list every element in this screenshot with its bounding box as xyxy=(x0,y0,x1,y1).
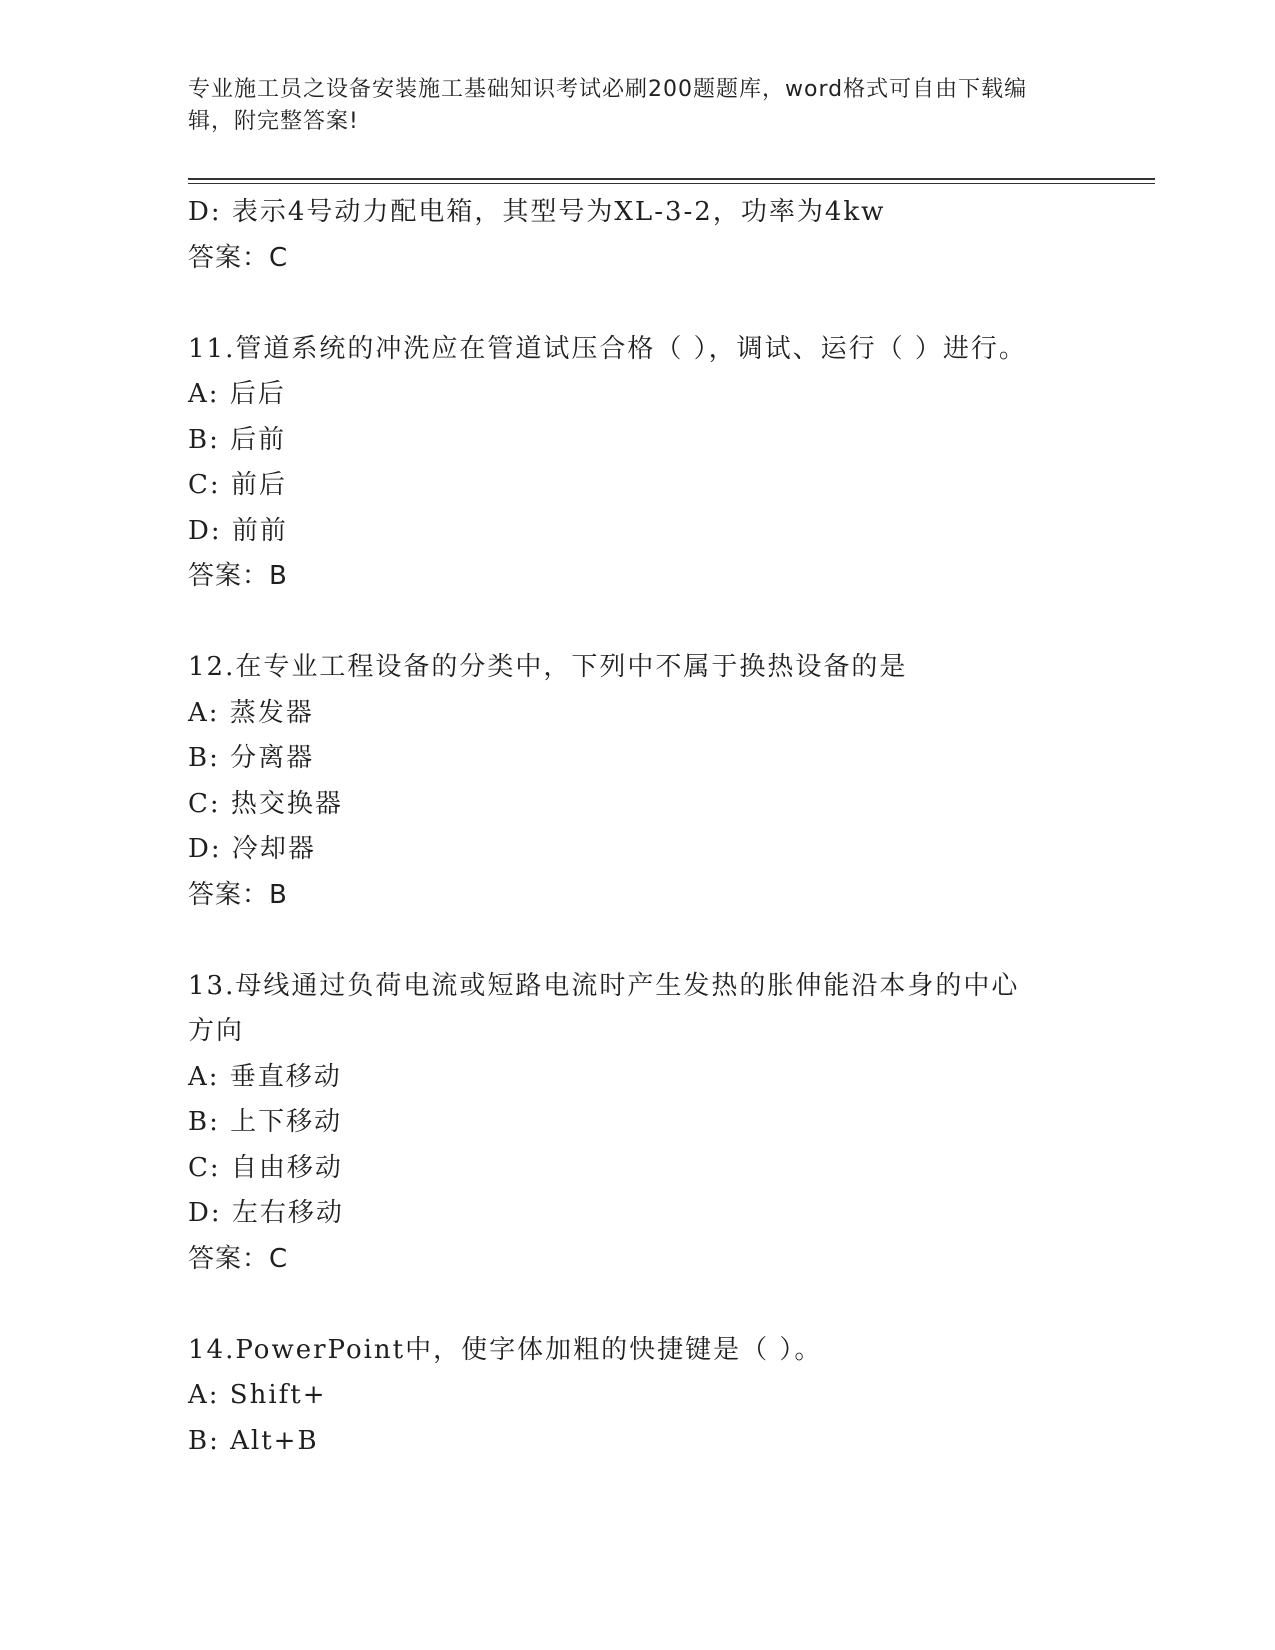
option-b: B: 上下移动 xyxy=(188,1107,343,1137)
spacer xyxy=(188,1282,1088,1328)
answer: 答案：B xyxy=(188,561,288,591)
spacer xyxy=(188,600,1088,646)
question-content xyxy=(188,190,1088,1464)
option-b: B: 后前 xyxy=(188,424,287,455)
answer: 答案：B xyxy=(188,879,288,910)
answer: 答案：C xyxy=(188,1243,289,1274)
option-d: D: 前前 xyxy=(188,515,288,546)
page-header: 专业施工员之设备安装施工基础知识考试必刷200题题库，word格式可自由下载编辑，附完整答案! xyxy=(188,77,1028,134)
question-stem: 13.母线通过负荷电流或短路电流时产生发热的胀伸能沿本身的中心方向 xyxy=(188,970,1020,1046)
answer-previous: 答案：C xyxy=(188,242,289,273)
question-stem: 14.PowerPoint中，使字体加粗的快捷键是（ ）。 xyxy=(188,1334,823,1365)
header-rule-thin xyxy=(188,183,1155,184)
spacer xyxy=(188,918,1088,964)
option-a: A: 垂直移动 xyxy=(188,1061,342,1092)
option-a: A: Shift+ xyxy=(188,1380,327,1410)
question-stem: 12.在专业工程设备的分类中，下列中不属于换热设备的是 xyxy=(188,652,908,682)
option-a: A: 蒸发器 xyxy=(188,697,314,728)
header-rule-thick xyxy=(188,178,1155,180)
option-c: C: 自由移动 xyxy=(188,1152,343,1183)
question-stem: 11.管道系统的冲洗应在管道试压合格（ ），调试、运行（ ）进行。 xyxy=(188,333,1027,364)
option-b: B: 分离器 xyxy=(188,743,315,773)
option-a: A: 后后 xyxy=(188,379,286,409)
spacer xyxy=(188,281,1088,327)
option-c: C: 热交换器 xyxy=(188,788,343,819)
option-d-previous: D: 表示4号动力配电箱，其型号为XL-3-2，功率为4kw xyxy=(188,197,886,227)
option-d: D: 冷却器 xyxy=(188,834,316,864)
option-d: D: 左右移动 xyxy=(188,1198,344,1228)
option-c: C: 前后 xyxy=(188,470,287,500)
option-b: B: Alt+B xyxy=(188,1425,319,1456)
